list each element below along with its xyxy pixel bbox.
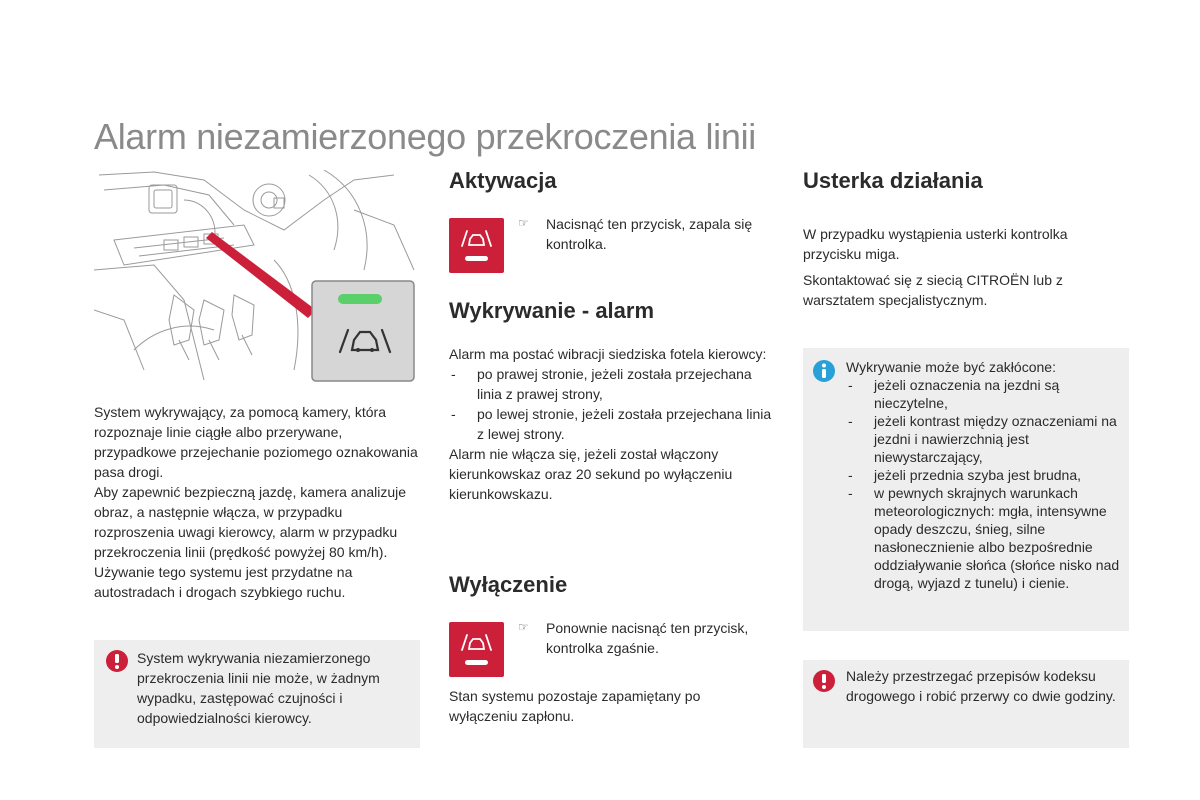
lane-departure-icon bbox=[449, 622, 504, 677]
lane-departure-button-icon bbox=[449, 622, 504, 677]
info-intro: Wykrywanie może być zakłócone: bbox=[846, 359, 1056, 375]
warning-exclamation-icon bbox=[106, 650, 128, 672]
deactivation-step: Ponownie nacisnąć ten przycisk, kontrolka zgaśnie. bbox=[546, 620, 749, 656]
info-list bbox=[846, 376, 1124, 592]
malfunction-paragraph: W przypadku wystąpienia usterki kontrolka przycisku miga. bbox=[803, 226, 1068, 262]
intro-paragraph: System wykrywający, za pomocą kamery, która rozpoznaje linie ciągłe albo przerywane, przypadkowe przejechanie poziomego oznakowania pasa drogi. bbox=[94, 404, 418, 480]
warning-text: Należy przestrzegać przepisów kodeksu drogowego i robić przerwy co dwie godziny. bbox=[846, 668, 1116, 704]
heading-malfunction: Usterka działania bbox=[803, 168, 983, 193]
page-title: Alarm niezamierzonego przekroczenia linii bbox=[94, 116, 756, 157]
malfunction-text bbox=[803, 224, 1123, 310]
heading-activation: Aktywacja bbox=[449, 168, 557, 193]
warning-exclamation-icon bbox=[813, 670, 835, 692]
info-text bbox=[846, 358, 1124, 592]
list-item: - po prawej stronie, jeżeli została przejechana linia z prawej strony, bbox=[449, 364, 779, 404]
lane-departure-icon bbox=[449, 218, 504, 273]
warning-note-right bbox=[803, 660, 1129, 748]
lane-departure-button-icon bbox=[449, 218, 504, 273]
intro-paragraph: Aby zapewnić bezpieczną jazdę, kamera analizuje obraz, a następnie włącza, w przypadku rozproszenia uwagi kierowcy, alarm w przypadku przekroczenia linii (prędkość powyżej 80 km/h). bbox=[94, 484, 407, 560]
detection-text bbox=[449, 344, 779, 504]
warning-note-left bbox=[94, 640, 420, 748]
deactivation-note: Stan systemu pozostaje zapamiętany po wyłączeniu zapłonu. bbox=[449, 688, 701, 724]
list-item: - w pewnych skrajnych warunkach meteorologicznych: mgła, intensywne opady deszczu, śnieg, silne nasłonecznienie albo bezpośrednie oddziaływanie słońca (słońce nisko nad drogą, wyjazd z tunelu) i cienie. bbox=[846, 484, 1124, 592]
list-item: - jeżeli oznaczenia na jezdni są nieczytelne, bbox=[846, 376, 1124, 412]
list-item: - jeżeli kontrast między oznaczeniami na jezdni i nawierzchnią jest niewystarczający, bbox=[846, 412, 1124, 466]
activation-step: Nacisnąć ten przycisk, zapala się kontrolka. bbox=[546, 216, 753, 252]
detection-list bbox=[449, 364, 779, 444]
list-item: - po lewej stronie, jeżeli została przejechana linia z lewej strony. bbox=[449, 404, 779, 444]
intro-paragraph: Używanie tego systemu jest przydatne na autostradach i drogach szybkiego ruchu. bbox=[94, 564, 353, 600]
step-marker: ☞ bbox=[518, 620, 529, 634]
step-marker: ☞ bbox=[518, 216, 529, 230]
heading-detection: Wykrywanie - alarm bbox=[449, 298, 655, 323]
intro-text bbox=[94, 402, 419, 602]
detection-note: Alarm nie włącza się, jeżeli został włączony kierunkowskaz oraz 20 sekund po wyłączeniu kierunkowskazu. bbox=[449, 446, 733, 502]
malfunction-paragraph: Skontaktować się z siecią CITROËN lub z warsztatem specjalistycznym. bbox=[803, 272, 1063, 308]
info-note bbox=[803, 348, 1129, 631]
warning-text: System wykrywania niezamierzonego przekroczenia linii nie może, w żadnym wypadku, zastępować czujności i odpowiedzialności kierowcy. bbox=[137, 650, 380, 726]
dashboard-illustration bbox=[94, 170, 421, 392]
list-item: - jeżeli przednia szyba jest brudna, bbox=[846, 466, 1124, 484]
detection-intro: Alarm ma postać wibracji siedziska fotela kierowcy: bbox=[449, 346, 767, 362]
info-icon bbox=[813, 360, 835, 382]
heading-deactivation: Wyłączenie bbox=[449, 572, 568, 597]
